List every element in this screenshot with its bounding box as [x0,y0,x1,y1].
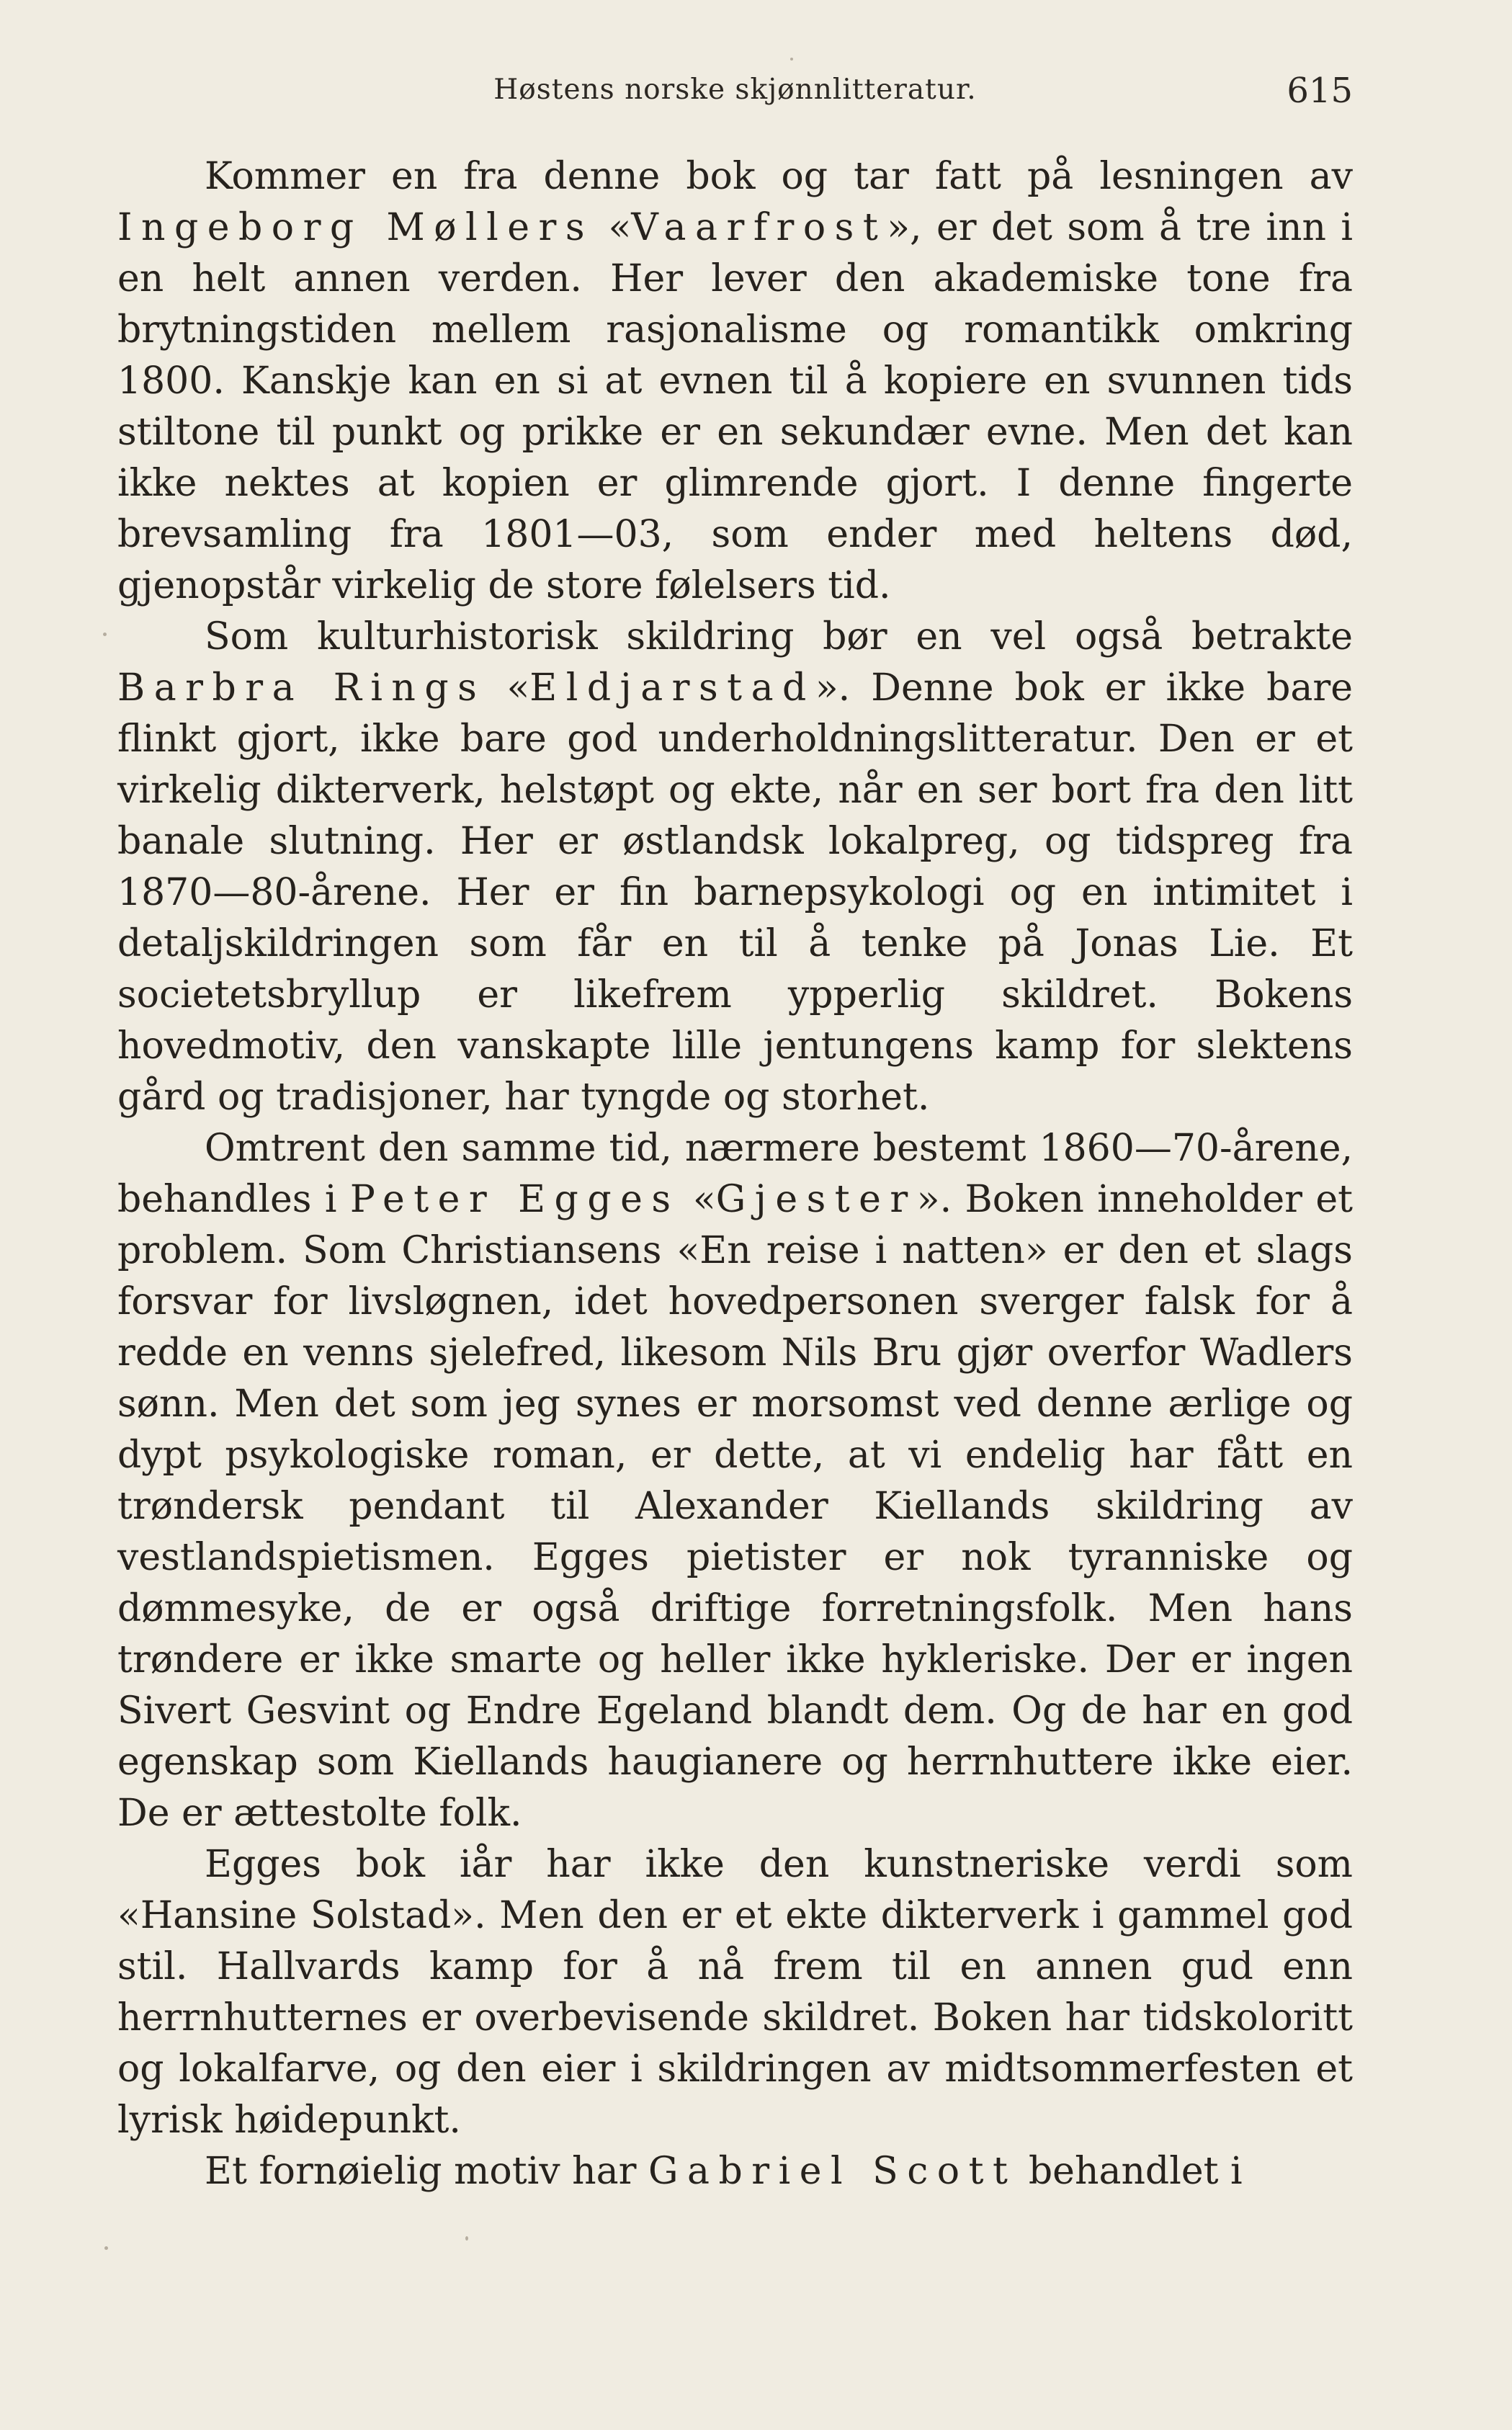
text-run: Et fornøielig motiv har [205,2150,649,2193]
spaced-name: Eldjarstad [529,666,815,710]
paper-speck [103,633,107,636]
spaced-name: Peter Egges [349,1178,680,1221]
paragraph [117,2146,1353,2197]
paragraph [117,151,1353,612]
spaced-name: Barbra Rings [117,666,486,710]
paper-speck [465,2236,468,2241]
paper-speck [790,58,793,61]
text-run: « [594,206,632,249]
paragraph [117,612,1353,1123]
body-text [117,151,1353,2197]
text-run: Egges bok iår har ikke den kunstneriske verdi som «Hansine Solstad». Men den er et ekte dikterverk i gammel god stil. Hallvards kamp for å nå frem til en annen gud enn herrnhutternes er overbevisende skildret. Boken har tidskoloritt og lokalfarve, og den eier i skildringen av midtsommerfesten et lyrisk høidepunkt. [117,1843,1353,2142]
text-run: Omtrent den samme tid, nærmere bestemt 1860—70-årene, behandles i [117,1127,1353,1221]
text-run: behandlet i [1016,2150,1243,2193]
paragraph [117,1839,1353,2146]
text-run: ». Boken inneholder et problem. Som Christiansens «En reise i natten» er den et slags forsvar for livsløgnen, idet hovedpersonen sverger falsk for å redde en venns sjelefred, likesom Nils Bru gjør overfor Wadlers sønn. Men det som jeg synes er morsomst ved denne ærlige og dypt psykologiske roman, er dette, at vi endelig har fått en trøndersk pendant til Alexander Kiellands skildring av vestlandspietismen. Egges pietister er nok tyranniske og dømmesyke, de er også driftige forretningsfolk. Men hans trøndere er ikke smarte og heller ikke hykleriske. Der er ingen Sivert Gesvint og Endre Egeland blandt dem. Og de har en god egenskap som Kiellands haugianere og herrnhuttere ikke eier. De er ættestolte folk. [117,1178,1354,1835]
paragraph [117,1123,1353,1839]
paper-speck [104,2246,108,2250]
text-run: ». Denne bok er ikke bare flinkt gjort, ikke bare god underholdningslitteratur. Den er et virkelig dikterverk, helstøpt og ekte, når en ser bort fra den litt banale slutning. Her er østlandsk lokalpreg, og tidspreg fra 1870—80-årene. Her er fin barnepsykologi og en intimitet i detaljskildringen som får en til å tenke på Jonas Lie. Et societetsbryllup er likefrem ypperlig skildret. Bokens hovedmotiv, den vanskapte lille jentungens kamp for slektens gård og tradisjoner, har tyngde og storhet. [117,666,1354,1119]
text-run: Som kulturhistorisk skildring bør en vel også betrakte [205,615,1353,658]
text-run: Kommer en fra denne bok og tar fatt på lesningen av [205,155,1353,198]
spaced-name: Ingeborg Møllers [117,206,594,249]
text-run: « [486,666,530,710]
spaced-name: Vaarfrost [631,206,887,249]
text-run: « [679,1178,716,1221]
spaced-name: Gabriel Scott [648,2150,1017,2193]
page-number: 615 [1287,71,1353,111]
text-run: », er det som å tre inn i en helt annen verden. Her lever den akademiske tone fra brytningstiden mellem rasjonalisme og romantikk omkring 1800. Kanskje kan en si at evnen til å kopiere en svunnen tids stiltone til punkt og prikke er en sekundær evne. Men det kan ikke nektes at kopien er glimrende gjort. I denne fingerte brevsamling fra 1801—03, som ender med heltens død, gjenopstår virkelig de store følelsers tid. [117,206,1354,607]
spaced-name: Gjester [715,1178,917,1221]
running-title: Høstens norske skjønnlitteratur. [493,73,977,106]
running-head [117,69,1353,120]
